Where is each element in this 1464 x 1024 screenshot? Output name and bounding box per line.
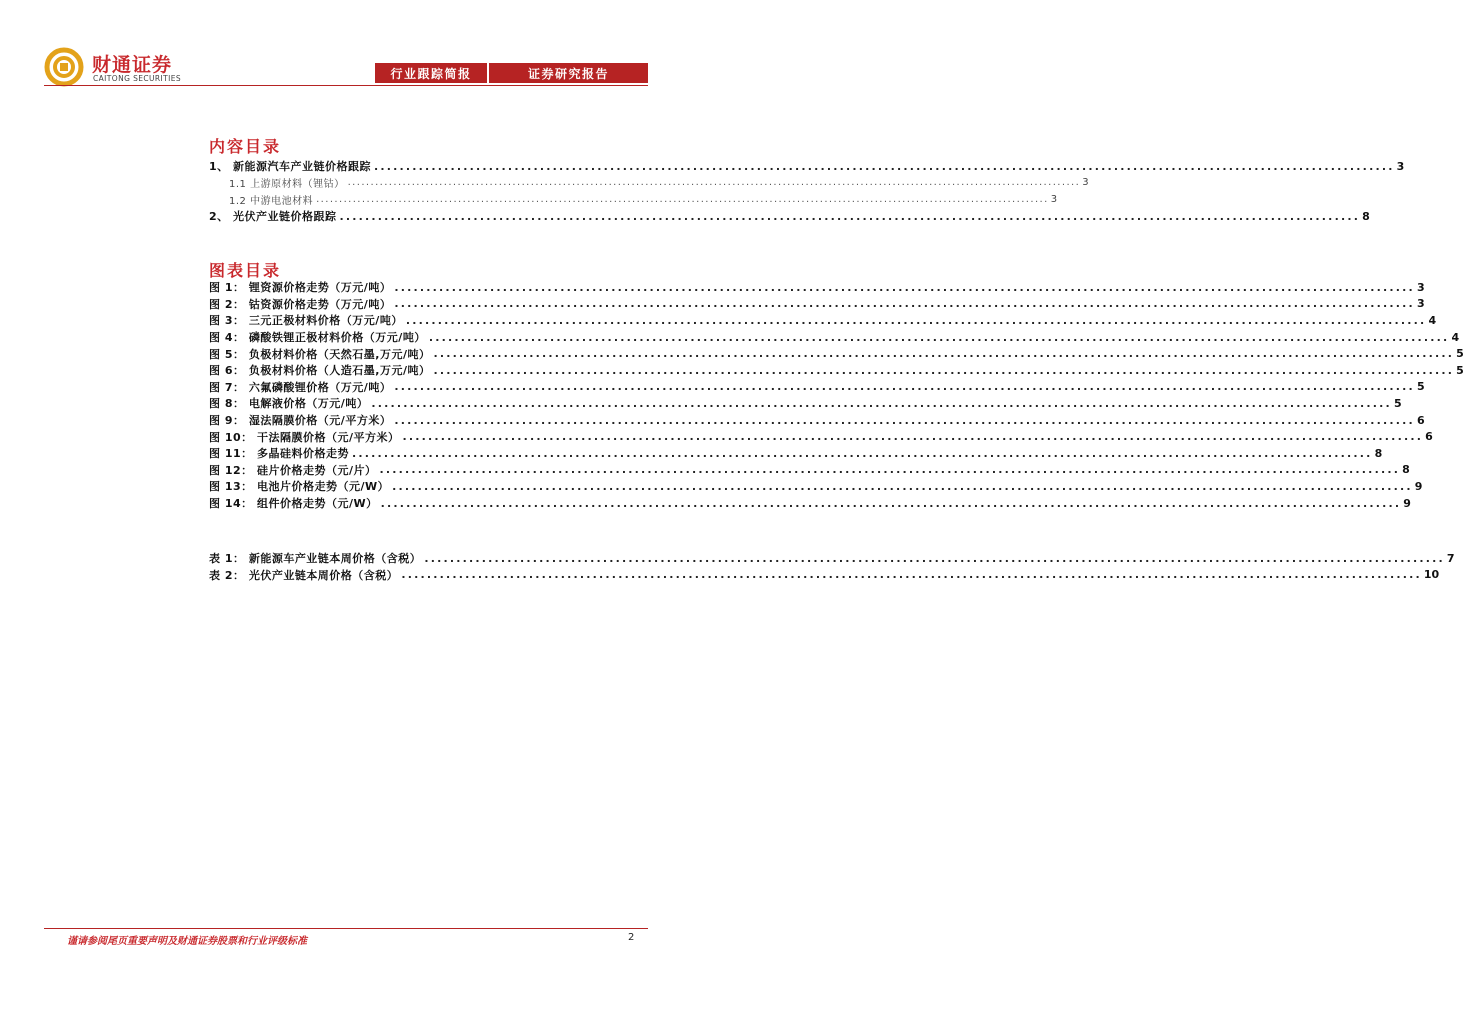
toc-entry-label: 图 11： 多晶硅料价格走势 — [209, 447, 349, 461]
figure-entry[interactable] — [209, 495, 1411, 512]
dot-leader: ................................................................................................................................................................ — [394, 413, 1415, 427]
toc-entry-page: 9 — [1414, 479, 1423, 493]
dot-leader: ................................................................................................................................................................ — [351, 446, 1373, 460]
toc-entry-label: 图 4： 磷酸铁锂正极材料价格（万元/吨） — [209, 331, 426, 345]
toc-entry-page: 3 — [1416, 297, 1425, 311]
toc-entry-label: 图 5： 负极材料价格（天然石墨,万元/吨） — [209, 347, 431, 361]
toc-entry-page: 9 — [1403, 496, 1411, 510]
logo-chinese-text: 财通证券 — [92, 54, 173, 76]
figure-entry[interactable] — [209, 445, 1383, 462]
toc-entry-label: 图 9： 湿法隔膜价格（元/平方米） — [209, 414, 392, 428]
contents-entry[interactable] — [209, 175, 1089, 192]
toc-entry-page: 6 — [1425, 430, 1433, 444]
toc-entry-page: 5 — [1456, 363, 1464, 377]
dot-leader: ................................................................................................................................................................ — [428, 330, 1450, 344]
dot-leader: ................................................................................................................................................................ — [433, 347, 1455, 361]
report-type-tab: 行业跟踪简报 — [375, 63, 487, 83]
toc-entry-page: 8 — [1402, 463, 1410, 477]
dot-leader: ................................................................................................................................................................ — [371, 396, 1392, 410]
toc-entry-page: 7 — [1446, 551, 1455, 565]
toc-entry-page: 5 — [1393, 396, 1402, 410]
dot-leader: ................................................................................................................................................................ — [405, 313, 1427, 327]
dot-leader: ................................................................................................................................................................ — [394, 380, 1415, 394]
page-number: 2 — [628, 932, 635, 943]
toc-entry-page: 8 — [1374, 446, 1383, 460]
caitong-logo-icon — [44, 47, 84, 87]
toc-entry-label: 1.2 中游电池材料 — [229, 195, 314, 207]
toc-entry-label: 1、 新能源汽车产业链价格跟踪 — [209, 160, 371, 174]
figure-entry[interactable] — [209, 428, 1433, 445]
toc-entry-page: 8 — [1362, 209, 1370, 223]
toc-entry-label: 图 1： 锂资源价格走势（万元/吨） — [209, 281, 392, 295]
toc-entry-label: 图 10： 干法隔膜价格（元/平方米） — [209, 430, 400, 444]
figures-title: 图表目录 — [209, 261, 282, 280]
dot-leader: ................................................................................................................................................................ — [316, 193, 1049, 205]
footer-disclaimer: 谨请参阅尾页重要声明及财通证券股票和行业评级标准 — [67, 936, 307, 947]
toc-entry-label: 图 3： 三元正极材料价格（万元/吨） — [209, 314, 403, 328]
dot-leader: ................................................................................................................................................................ — [379, 463, 1401, 477]
toc-entry-page: 4 — [1428, 313, 1437, 327]
toc-entry-label: 2、 光伏产业链价格跟踪 — [209, 210, 337, 224]
toc-entry-page: 5 — [1416, 380, 1425, 394]
toc-entry-page: 3 — [1396, 159, 1405, 173]
figure-entry[interactable] — [209, 395, 1402, 412]
contents-entry[interactable] — [209, 191, 1058, 208]
table-entry[interactable] — [209, 567, 1440, 584]
figure-entry[interactable] — [209, 478, 1423, 495]
contents-title: 内容目录 — [209, 137, 282, 156]
toc-entry-label: 图 13： 电池片价格走势（元/W） — [209, 480, 390, 494]
toc-entry-page: 3 — [1416, 280, 1425, 294]
toc-entry-page: 10 — [1423, 568, 1440, 582]
table-entry[interactable] — [209, 550, 1455, 567]
toc-entry-label: 图 7： 六氟磷酸锂价格（万元/吨） — [209, 380, 392, 394]
figure-entry[interactable] — [209, 296, 1425, 313]
toc-entry-page: 6 — [1416, 413, 1425, 427]
company-logo — [44, 47, 194, 87]
toc-entry-label: 表 1： 新能源车产业链本周价格（含税） — [209, 552, 422, 566]
footer-divider — [44, 928, 648, 929]
figure-entry[interactable] — [209, 279, 1425, 296]
figure-entry[interactable] — [209, 412, 1425, 429]
figure-entry[interactable] — [209, 312, 1437, 329]
dot-leader: ................................................................................................................................................................ — [401, 568, 1422, 582]
toc-entry-page: 3 — [1082, 177, 1089, 189]
dot-leader: ................................................................................................................................................................ — [380, 496, 1402, 510]
figures-list — [209, 279, 1464, 511]
report-category-tab: 证券研究报告 — [489, 63, 648, 83]
dot-leader: ................................................................................................................................................................ — [394, 280, 1415, 294]
header-divider — [44, 85, 648, 86]
figure-entry[interactable] — [209, 345, 1464, 362]
toc-entry-label: 1.1 上游原材料（锂钴） — [229, 179, 345, 191]
tables-list — [209, 550, 1455, 583]
toc-entry-label: 图 12： 硅片价格走势（元/片） — [209, 463, 377, 477]
dot-leader: ................................................................................................................................................................ — [433, 363, 1455, 377]
dot-leader: ................................................................................................................................................................ — [347, 177, 1081, 189]
dot-leader: ................................................................................................................................................................ — [339, 209, 1361, 223]
toc-entry-page: 5 — [1456, 347, 1464, 361]
figure-entry[interactable] — [209, 462, 1410, 479]
toc-entry-label: 图 2： 钴资源价格走势（万元/吨） — [209, 297, 392, 311]
toc-entry-label: 图 14： 组件价格走势（元/W） — [209, 497, 378, 511]
contents-entry[interactable] — [209, 158, 1405, 175]
toc-entry-label: 图 6： 负极材料价格（人造石墨,万元/吨） — [209, 364, 431, 378]
toc-entry-label: 图 8： 电解液价格（万元/吨） — [209, 397, 369, 411]
toc-entry-page: 3 — [1050, 193, 1058, 205]
header-tabs — [375, 63, 648, 83]
dot-leader: ................................................................................................................................................................ — [394, 297, 1415, 311]
dot-leader: ................................................................................................................................................................ — [373, 159, 1395, 173]
dot-leader: ................................................................................................................................................................ — [402, 430, 1424, 444]
logo-english-text: CAITONG SECURITIES — [93, 74, 182, 83]
contents-entry[interactable] — [209, 208, 1370, 225]
figure-entry[interactable] — [209, 379, 1425, 396]
toc-entry-label: 表 2： 光伏产业链本周价格（含税） — [209, 568, 399, 582]
toc-entry-page: 4 — [1451, 330, 1460, 344]
dot-leader: ................................................................................................................................................................ — [392, 479, 1413, 493]
figure-entry[interactable] — [209, 329, 1460, 346]
contents-list — [209, 158, 1405, 224]
figure-entry[interactable] — [209, 362, 1464, 379]
dot-leader: ................................................................................................................................................................ — [424, 551, 1445, 565]
